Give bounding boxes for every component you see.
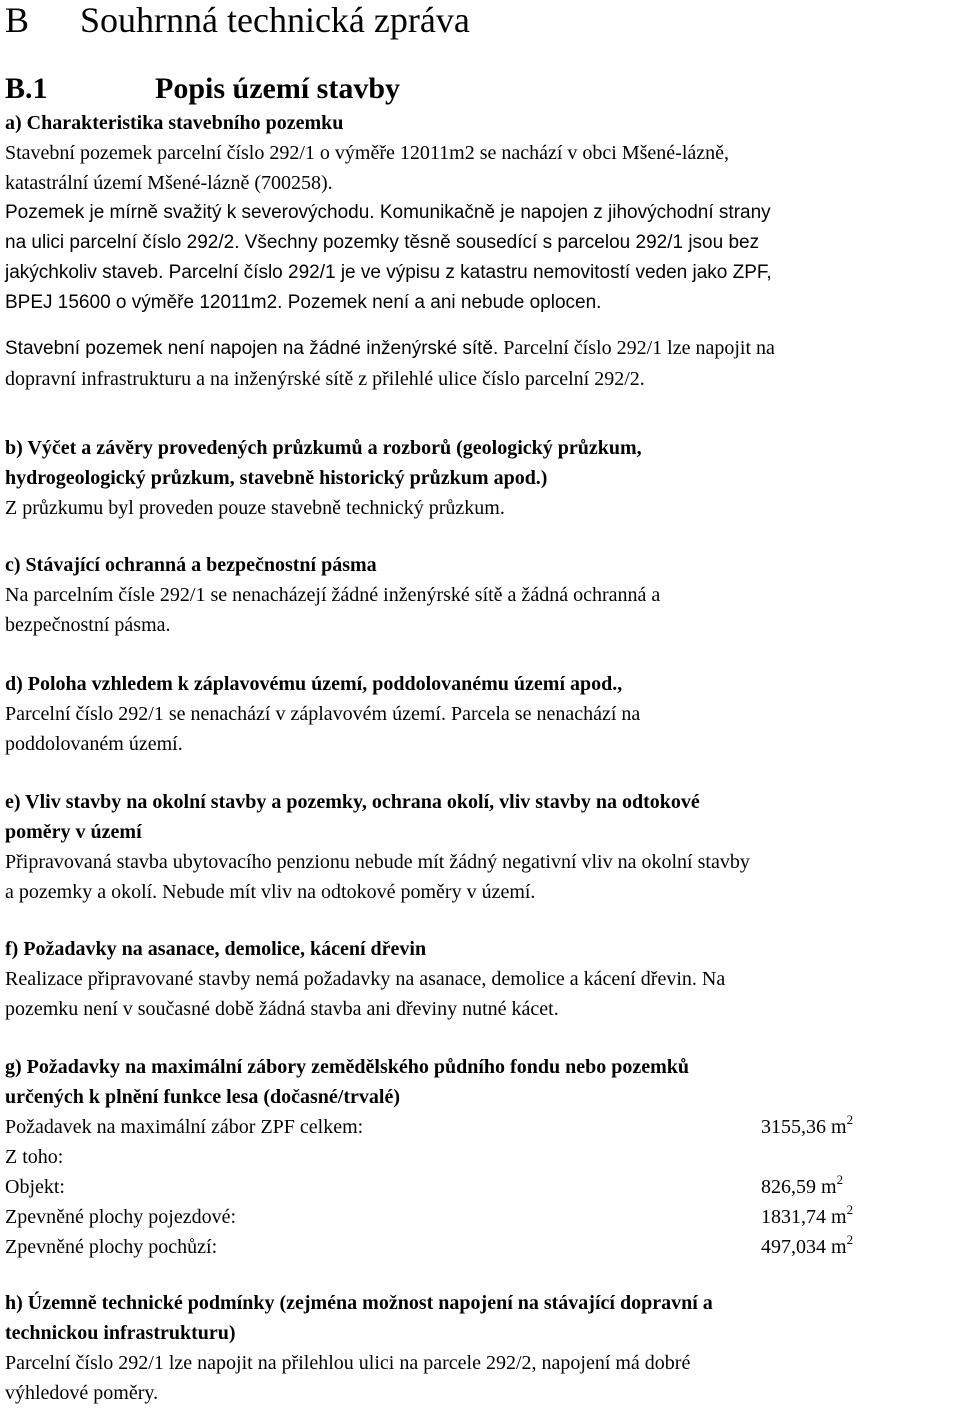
- land-take-table: [5, 1112, 957, 1262]
- table-row: Objekt: 826,59 $m^2$: [5, 1172, 844, 1198]
- section-f: [5, 934, 957, 1024]
- section-g-heading: g) Požadavky na maximální zábory zemědělského půdního fondu nebo pozemků určených k plnění funkce lesa (dočasné/trvalé): [5, 1056, 689, 1108]
- table-row: Z toho:: [5, 1146, 64, 1168]
- section-b-text: Z průzkumu byl proveden pouze stavebně technický průzkum.: [5, 497, 505, 519]
- chapter-title: Souhrnná technická zpráva: [80, 0, 470, 40]
- section-g: [5, 1052, 957, 1262]
- section-number: B.1: [5, 72, 48, 105]
- section-heading: [5, 69, 400, 109]
- section-a-text: Stavební pozemek parcelní číslo 292/1 o výměře 12011m2 se nachází v obci Mšené-lázně, katastrální území Mšené-lázně (700258).: [5, 142, 730, 194]
- section-d: [5, 669, 957, 759]
- section-d-text: Parcelní číslo 292/1 se nenachází v záplavovém území. Parcela se nenachází na poddolovaném území.: [5, 703, 641, 755]
- section-c-text: Na parcelním čísle 292/1 se nenacházejí žádné inženýrské sítě a žádná ochranná a bezpečnostní pásma.: [5, 584, 661, 636]
- section-e: [5, 787, 957, 907]
- chapter-heading: [5, 0, 470, 40]
- section-b: [5, 433, 957, 523]
- section-a-heading: a) Charakteristika stavebního pozemku: [5, 112, 344, 134]
- section-h-heading: h) Územně technické podmínky (zejména možnost napojení na stávající dopravní a technickou infrastrukturu): [5, 1292, 713, 1344]
- section-h-text: Parcelní číslo 292/1 lze napojit na přilehlou ulici na parcele 292/2, napojení má dobré výhledové poměry.: [5, 1352, 691, 1404]
- section-h: [5, 1288, 957, 1408]
- table-row: Požadavek na maximální zábor ZPF celkem: 3155,36 $m^2$: [5, 1112, 854, 1138]
- section-d-heading: d) Poloha vzhledem k záplavovému území, poddolovanému území apod.,: [5, 673, 623, 695]
- chapter-number: B: [5, 0, 30, 40]
- table-row: Zpevněné plochy pochůzí: 497,034 $m^2$: [5, 1232, 854, 1258]
- section-a-description: Pozemek je mírně svažitý k severovýchodu. Komunikačně je napojen z jihovýchodní strany na ulici parcelní číslo 292/2. Všechny pozemky těsně sousedící s parcelou 292/1 jsou bez jakýchkoliv staveb. Parcelní číslo 292/1 je ve výpisu z katastru nemovitostí veden jako ZPF, BPEJ 15600 o výměře 12011m2. Pozemek není a ani nebude oplocen.: [5, 202, 772, 313]
- section-title: Popis území stavby: [155, 72, 401, 105]
- section-f-text: Realizace připravované stavby nemá požadavky na asanace, demolice a kácení dřevin. Na pozemku není v současné době žádná stavba ani dřeviny nutné kácet.: [5, 968, 726, 1020]
- section-a: [5, 108, 957, 394]
- section-f-heading: f) Požadavky na asanace, demolice, kácení dřevin: [5, 938, 427, 960]
- section-e-heading: e) Vliv stavby na okolní stavby a pozemky, ochrana okolí, vliv stavby na odtokové poměry v území: [5, 791, 700, 843]
- section-c-heading: c) Stávající ochranná a bezpečnostní pásma: [5, 554, 377, 576]
- section-a-utilities: Stavební pozemek není napojen na žádné inženýrské sítě. Parcelní číslo 292/1 lze napojit na dopravní infrastrukturu a na inženýrské sítě z přilehlé ulice číslo parcelní 292/2.: [5, 337, 775, 390]
- section-c: [5, 550, 957, 640]
- section-b-heading: b) Výčet a závěry provedených průzkumů a rozborů (geologický průzkum, hydrogeologický průzkum, stavebně historický průzkum apod.): [5, 437, 642, 489]
- section-e-text: Připravovaná stavba ubytovacího penzionu nebude mít žádný negativní vliv na okolní stavby a pozemky a okolí. Nebude mít vliv na odtokové poměry v území.: [5, 851, 750, 903]
- table-row: Zpevněné plochy pojezdové: 1831,74 $m^2$: [5, 1202, 854, 1228]
